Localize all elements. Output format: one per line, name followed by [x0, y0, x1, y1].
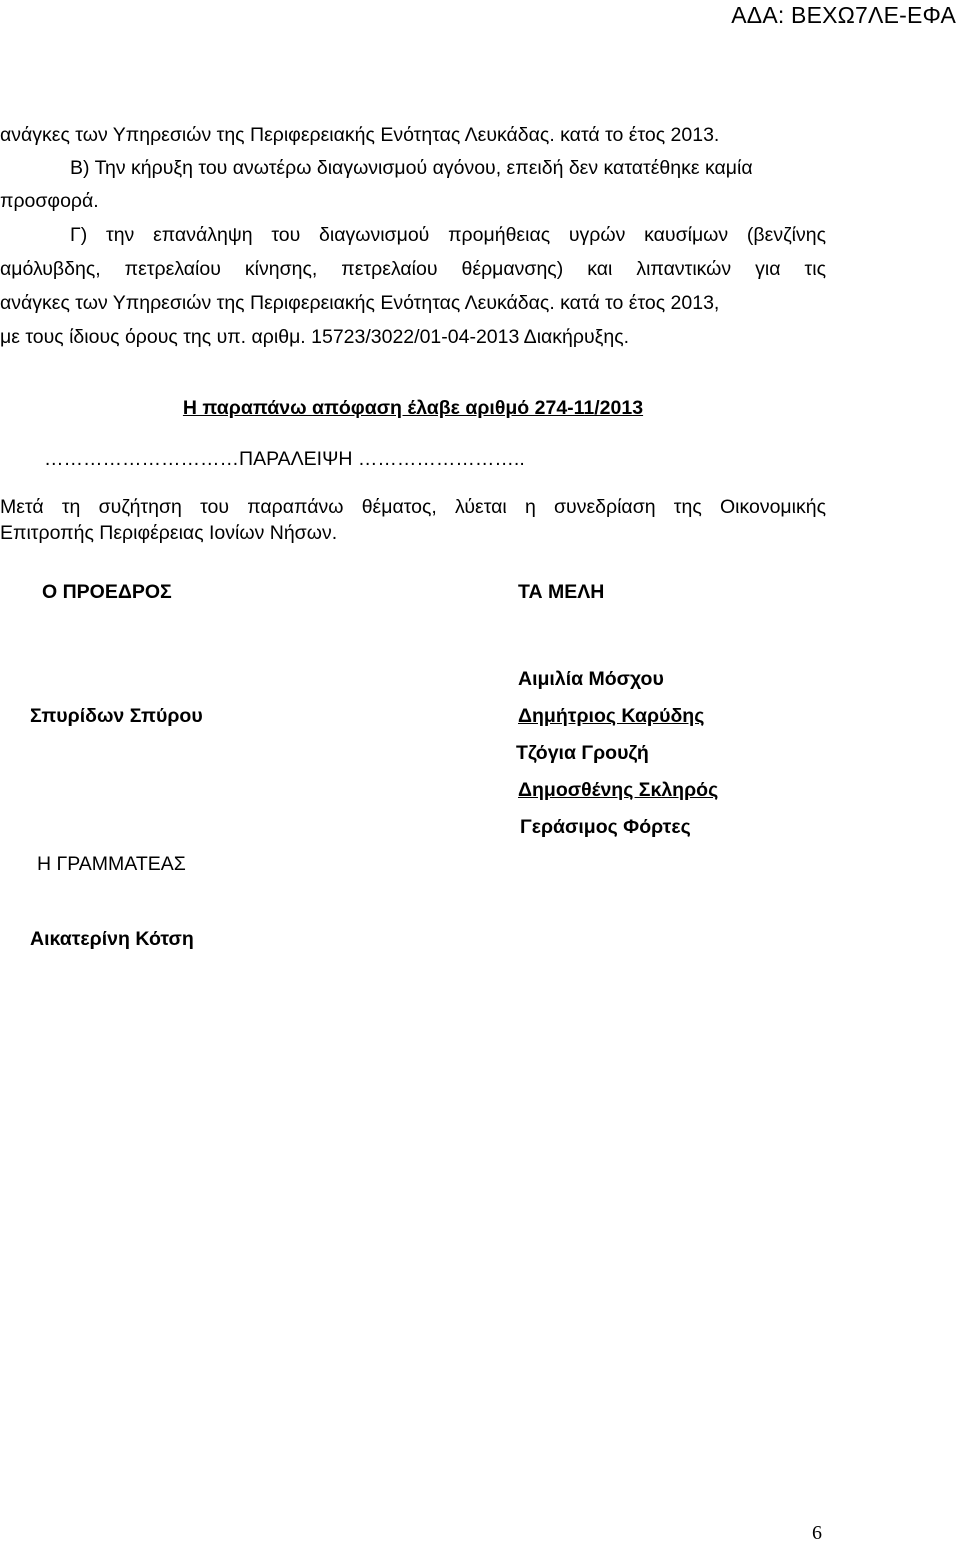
member-name: Δημήτριος Καρύδης [518, 705, 705, 727]
secretary-title: Η ΓΡΑΜΜΑΤΕΑΣ [37, 853, 186, 875]
member-name: Αιμιλία Μόσχου [518, 668, 664, 690]
body-line-3: προσφορά. [0, 190, 99, 212]
body-line-2: Β) Την κήρυξη του ανωτέρω διαγωνισμού αγόνου, επειδή δεν κατατέθηκε καμία [70, 157, 753, 179]
decision-number: Η παραπάνω απόφαση έλαβε αριθμό 274-11/2013 [182, 397, 644, 419]
member-name: Γεράσιμος Φόρτες [520, 816, 691, 838]
closing-line-1: Μετά τη συζήτηση του παραπάνω θέματος, λύεται η συνεδρίαση της Οικονομικής [0, 496, 826, 518]
member-name: Τζόγια Γρουζή [516, 742, 649, 764]
members-title: ΤΑ ΜΕΛΗ [518, 581, 605, 603]
page-number: 6 [812, 1522, 822, 1544]
body-line-4: Γ) την επανάληψη του διαγωνισμού προμήθειας υγρών καυσίμων (βενζίνης [70, 224, 826, 246]
ada-code: ΑΔΑ: ΒΕΧΩ7ΛΕ-ΕΦΑ [731, 2, 956, 28]
president-name: Σπυρίδων Σπύρου [30, 705, 203, 727]
member-name: Δημοσθένης Σκληρός [518, 779, 719, 801]
closing-line-2: Επιτροπής Περιφέρειας Ιονίων Νήσων. [0, 522, 338, 544]
body-line-6: ανάγκες των Υπηρεσιών της Περιφερειακής Ενότητας Λευκάδας. κατά το έτος 2013, [0, 292, 720, 314]
body-line-5: αμόλυβδης, πετρελαίου κίνησης, πετρελαίου θέρμανσης) και λιπαντικών για τις [0, 258, 826, 280]
omission-marker: …………………………ΠΑΡΑΛΕΙΨΗ …………………….. [44, 448, 525, 470]
secretary-name: Αικατερίνη Κότση [30, 928, 194, 950]
president-title: Ο ΠΡΟΕΔΡΟΣ [42, 581, 172, 603]
body-line-7: με τους ίδιους όρους της υπ. αριθμ. 15723/3022/01-04-2013 Διακήρυξης. [0, 326, 630, 348]
body-line-1: ανάγκες των Υπηρεσιών της Περιφερειακής Ενότητας Λευκάδας. κατά το έτος 2013. [0, 124, 720, 146]
